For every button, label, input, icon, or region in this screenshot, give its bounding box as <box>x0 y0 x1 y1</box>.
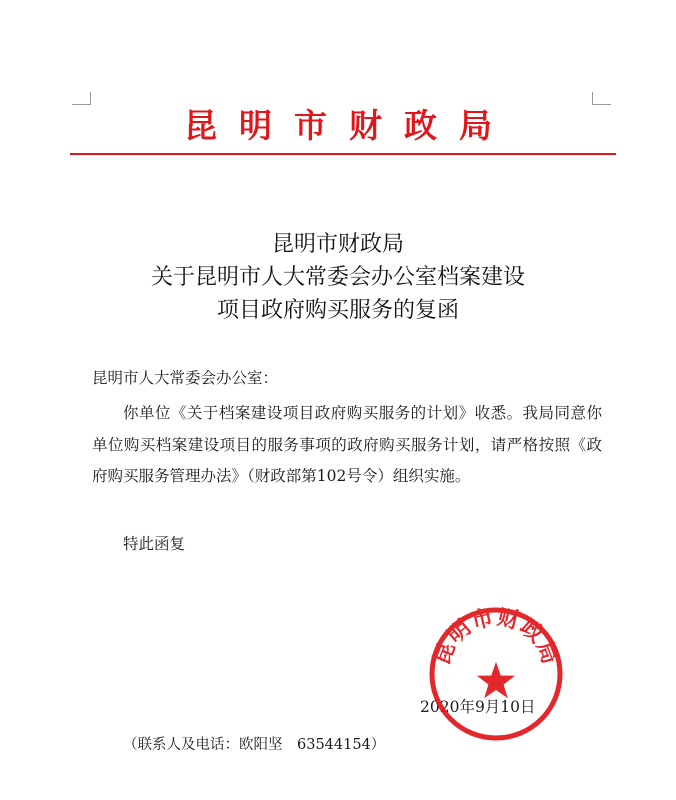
header-rule <box>70 153 616 155</box>
official-seal <box>426 604 566 744</box>
title-line-2: 关于昆明市人大常委会办公室档案建设 <box>150 265 525 290</box>
contact-info: （联系人及电话：欧阳坚 63544154） <box>123 737 386 753</box>
organization-header: 昆明市财政局 <box>184 106 514 145</box>
seal-star-icon <box>477 662 515 698</box>
title-line-1: 昆明市财政局 <box>271 232 404 257</box>
closing-phrase: 特此函复 <box>123 535 186 553</box>
svg-text:昆明市财政局: 昆明市财政局 <box>429 604 563 669</box>
title-line-3: 项目政府购买服务的复函 <box>216 298 459 323</box>
addressee: 昆明市人大常委会办公室： <box>92 369 279 387</box>
document-title <box>0 228 676 327</box>
issue-date: 2020年9月10日 <box>420 698 536 716</box>
letter-body: 你单位《关于档案建设项目政府购买服务的计划》收悉。我局同意你单位购买档案建设项目的服务事项的政府购买服务计划，请严格按照《政府购买服务管理办法》（财政部第102号令）组织实施。 <box>92 404 602 485</box>
